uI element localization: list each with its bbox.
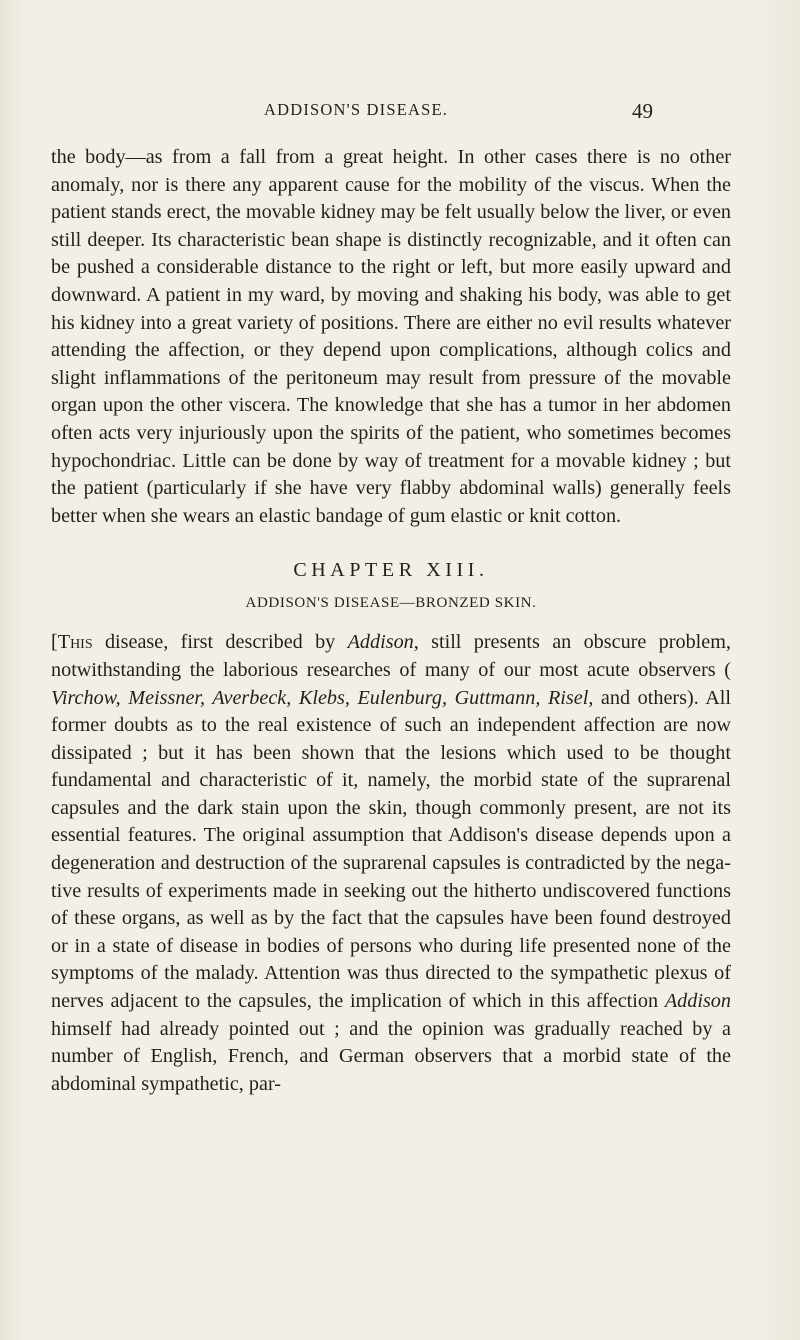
body-text bbox=[51, 144, 731, 1098]
chapter-heading: CHAPTER XIII. bbox=[293, 559, 489, 582]
paragraph-text-1: disease, first described by bbox=[92, 631, 348, 654]
author-addison: Addison bbox=[347, 631, 414, 654]
opening-bracket: [ bbox=[51, 631, 58, 654]
author-addison-second: Addison bbox=[664, 990, 731, 1013]
paragraph-addisons-disease bbox=[51, 629, 731, 1098]
paragraph-movable-kidney: the body—as from a fall from a great height. In other cases there is no other anomaly, nor is there any apparent cause for the mobility of the viscus. When the patient stands erect, the movable kidney may be felt usually below the liver, or even still deeper. Its characteristic bean shape is distinctly recognizable, and it often can be pushed a considerable distance to the right or left, but more easily upward and downward. A patient in my ward, by moving and shaking his body, was able to get his kidney into a great variety of positions. There are either no evil results whatever attending the affection, or they depend upon complications, although colics and slight inflammations of the peritoneum may result from pressure of the movable organ upon the other viscera. The knowledge that she has a tumor in her abdomen often acts very injuriously upon the spirits of the patient, who sometimes becomes hypochondriac. Little can be done by way of treatment for a movable kidney ; but the patient (particularly if she have very flabby abdominal walls) generally feels better when she wears an elastic bandage of gum elastic or knit cotton. bbox=[51, 146, 731, 527]
paragraph-text-2: , still presents an obscure problem, notwithstanding the laborious researches of many of our most acute observers ( bbox=[51, 631, 731, 681]
paragraph-text-4: himself had already pointed out ; and the opinion was gradually reached by a number of English, French, and German observers that a morbid state of the abdominal sympathetic, par- bbox=[51, 1017, 731, 1095]
chapter-subtitle: ADDISON'S DISEASE—BRONZED SKIN. bbox=[245, 595, 537, 612]
opening-word: This bbox=[57, 631, 93, 654]
paragraph-text-3: , and others). All former doubts as to the real existence of such an independent affection are now dissipated ; but it has been shown that the lesions which used to be thought fundamental and characteristic of it, namely, the morbid state of the suprarenal capsules and the dark stain upon the skin, though commonly present, are not its essential features. The original assumption that Addison's disease depends upon a degeneration and destruction of the suprarenal capsules is contradicted by the negative results of experiments made in seeking out the hitherto undiscovered functions of these organs, as well as by the fact that the capsules have been found destroyed or in a state of disease in bodies of persons who during life presented none of the symptoms of the malady. Attention was thus directed to the sympathetic plexus of nerves adjacent to the capsules, the implication of which in this affection bbox=[51, 686, 732, 1013]
observer-names: Virchow, Meissner, Averbeck, Klebs, Eulenburg, Guttmann, Risel bbox=[51, 686, 589, 709]
running-title: ADDISON'S DISEASE. bbox=[264, 100, 449, 119]
running-head bbox=[0, 100, 800, 124]
page-number: 49 bbox=[632, 99, 653, 123]
